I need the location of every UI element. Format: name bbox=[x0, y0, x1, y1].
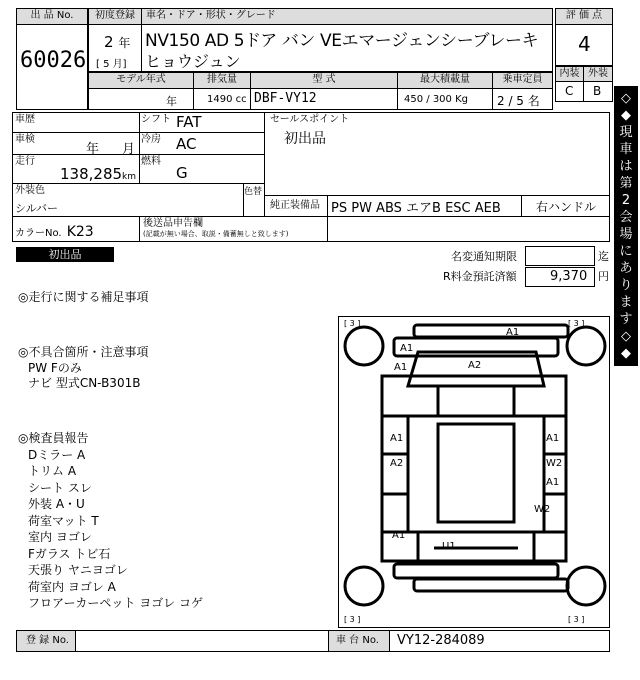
mark-right-quarter: W2 bbox=[534, 504, 551, 515]
mileage-label: 走行 bbox=[15, 156, 35, 167]
mark-bonnet: A2 bbox=[468, 360, 482, 371]
aircon-label: 冷房 bbox=[141, 134, 161, 145]
mark-right-front-door: A1 bbox=[546, 433, 560, 444]
inspection-label: 車検 bbox=[15, 134, 35, 145]
displacement-header: 排気量 bbox=[193, 72, 251, 89]
color-change-label: 色替 bbox=[244, 187, 263, 197]
score-header: 評 価 点 bbox=[555, 8, 613, 25]
name-change-label: 名変通知期限 bbox=[451, 250, 517, 263]
inspection-month-unit: 月 bbox=[122, 142, 136, 157]
max-load-header: 最大積載量 bbox=[397, 72, 493, 89]
chassis-label: 車 台 No. bbox=[336, 635, 379, 646]
inspector-item: シート スレ bbox=[28, 480, 92, 495]
corner-label-bl: [ 3 ] bbox=[344, 615, 361, 624]
mark-front-bumper: A1 bbox=[506, 327, 520, 338]
banner-char: ◇ bbox=[621, 91, 631, 106]
displacement: 1490 cc bbox=[207, 94, 247, 105]
banner-char: 車 bbox=[619, 142, 633, 157]
aftermarket-note: (記載が無い場合、取説・備蓄無しと致します) bbox=[143, 230, 289, 238]
equipment: PS PW ABS エアB ESC AEB bbox=[331, 201, 501, 216]
reg-no-value-cell bbox=[75, 630, 329, 652]
banner-char: ◆ bbox=[621, 108, 631, 123]
inspector-item: トリム A bbox=[28, 464, 77, 478]
exterior: B bbox=[593, 84, 602, 98]
inspection-year-unit: 年 bbox=[86, 142, 100, 157]
banner-char: ◇ bbox=[621, 329, 631, 344]
mileage: 138,285km bbox=[60, 165, 137, 183]
ext-color-label: 外装色 bbox=[15, 185, 45, 196]
damage-diagram bbox=[338, 316, 610, 628]
aftermarket-label: 後送品申告欄 bbox=[143, 218, 203, 229]
lot-no: 60026 bbox=[20, 48, 87, 73]
inspector-item: 荷室内 ヨゴレ A bbox=[28, 579, 116, 594]
inspector-item: Fガラス トビ石 bbox=[28, 546, 111, 561]
sales-point-label: セールスポイント bbox=[270, 114, 350, 125]
car-name-line1: NV150 AD 5ドア バン VEエマージェンシーブレーキ bbox=[145, 31, 539, 51]
notes-section bbox=[18, 290, 318, 306]
inspector-title: ◎検査員報告 bbox=[18, 431, 89, 445]
mark-left-front-fender: A1 bbox=[394, 362, 408, 373]
mark-right-rear-door: W2 bbox=[546, 458, 563, 469]
banner-char: に bbox=[619, 244, 633, 259]
score: 4 bbox=[578, 32, 591, 56]
capacity-header: 乗車定員 bbox=[492, 72, 553, 89]
first-reg-header: 初度登録 bbox=[88, 8, 142, 25]
first-reg-month: [ 5 月] bbox=[96, 59, 127, 70]
recycle-unit: 円 bbox=[598, 270, 609, 283]
color-no: カラーNo. K23 bbox=[15, 224, 94, 240]
mark-right-rear-door-2: A1 bbox=[546, 477, 560, 488]
banner-char: 場 bbox=[619, 227, 633, 242]
model-header: 型 式 bbox=[250, 72, 398, 89]
chassis-no: VY12-284089 bbox=[397, 633, 485, 648]
mark-left-front-door: A1 bbox=[390, 433, 404, 444]
mark-back-door: U1 bbox=[442, 541, 456, 552]
exterior-header: 外装 bbox=[583, 66, 613, 82]
reg-no-label: 登 録 No. bbox=[26, 635, 69, 646]
model: DBF-VY12 bbox=[254, 91, 317, 106]
recycle-value: 9,370 bbox=[550, 269, 588, 284]
steering: 右ハンドル bbox=[536, 200, 597, 214]
inspector-item: Dミラー A bbox=[28, 447, 86, 462]
inspector-item: 天張り ヤニヨゴレ bbox=[28, 563, 128, 577]
capacity: 2 / 5 名 bbox=[497, 94, 540, 108]
fuel-label: 燃料 bbox=[141, 156, 161, 167]
banner-char: す bbox=[619, 312, 633, 327]
car-name-line2: ヒョウジュン bbox=[145, 52, 241, 71]
mark-left-quarter: A1 bbox=[392, 530, 406, 541]
inspector-item: フロアーカーペット ヨゴレ コゲ bbox=[28, 596, 204, 610]
banner-char: 会 bbox=[619, 210, 633, 225]
lot-no-header: 出 品 No. bbox=[16, 8, 88, 25]
recycle-label: R料金預託済額 bbox=[443, 270, 517, 283]
shift: FAT bbox=[176, 113, 202, 131]
driving-notes-title: ◎走行に関する補足事項 bbox=[18, 290, 149, 304]
inspector-item: 荷室マット T bbox=[28, 513, 99, 528]
name-change-box bbox=[525, 246, 595, 266]
banner-char: ま bbox=[619, 295, 633, 310]
model-year-unit: 年 bbox=[166, 95, 177, 108]
history-label: 車歴 bbox=[15, 114, 35, 125]
first-listing-badge: 初出品 bbox=[16, 247, 114, 262]
venue-banner bbox=[614, 86, 638, 366]
aftermarket-extra-cell bbox=[327, 216, 610, 242]
corner-label-tl: [ 3 ] bbox=[344, 319, 361, 328]
defects-title: ◎不具合箇所・注意事項 bbox=[18, 345, 149, 359]
inspector-item: 外装 A・U bbox=[28, 497, 85, 511]
first-reg-year: 2 年 bbox=[104, 33, 131, 51]
interior-header: 内装 bbox=[555, 66, 584, 82]
shift-label: シフト bbox=[141, 114, 171, 125]
name-change-unit: 迄 bbox=[598, 250, 609, 263]
defect-item: PW Fのみ bbox=[28, 360, 82, 375]
ext-color: シルバー bbox=[15, 202, 58, 215]
banner-char: 現 bbox=[619, 125, 633, 140]
sales-point: 初出品 bbox=[284, 131, 326, 147]
mark-left-rear-door: A2 bbox=[390, 458, 404, 469]
banner-char: あ bbox=[619, 261, 633, 276]
inspector-section bbox=[18, 431, 318, 612]
model-year-header: モデル年式 bbox=[88, 72, 194, 89]
max-load: 450 / 300 Kg bbox=[404, 94, 468, 105]
defects-section bbox=[18, 345, 318, 392]
car-name-header: 車名・ドア・形状・グレード bbox=[141, 8, 553, 25]
equipment-label: 純正装備品 bbox=[270, 200, 320, 211]
model-year-cell bbox=[88, 88, 194, 110]
interior: C bbox=[565, 84, 574, 98]
corner-label-br: [ 3 ] bbox=[568, 615, 585, 624]
banner-char: ◆ bbox=[621, 346, 631, 361]
mark-front-bar: A1 bbox=[400, 343, 414, 354]
banner-char: は bbox=[619, 159, 633, 174]
banner-char: 2 bbox=[621, 193, 631, 208]
banner-char: り bbox=[619, 278, 633, 293]
defect-item: ナビ 型式CN-B301B bbox=[28, 376, 141, 390]
aircon: AC bbox=[176, 135, 197, 153]
inspector-item: 室内 ヨゴレ bbox=[28, 530, 92, 544]
banner-char: 第 bbox=[619, 176, 633, 191]
corner-label-tr: [ 3 ] bbox=[568, 319, 585, 328]
fuel: G bbox=[176, 164, 188, 182]
